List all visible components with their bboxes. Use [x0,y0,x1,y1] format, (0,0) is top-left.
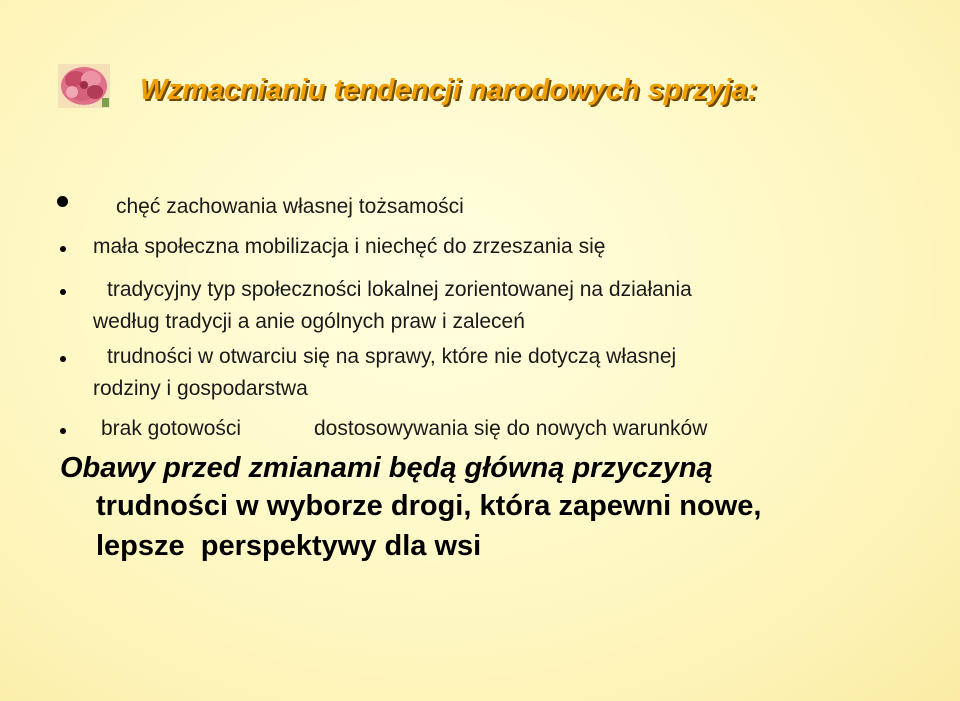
bullet-text-continued: według tradycji a anie ogólnych praw i zaleceń [93,310,525,333]
bullet-text: mała społeczna mobilizacja i niechęć do zrzeszania się [93,235,606,258]
flower-icon [58,64,110,108]
conclusion-heading: Obawy przed zmianami będą główną przyczyną [60,452,713,484]
bullet-marker [60,356,66,362]
slide-title: Wzmacnianiu tendencji narodowych sprzyja: [140,74,758,106]
conclusion-line: lepsze perspektywy dla wsi [96,530,482,562]
bullet-text: brak gotowości [101,417,242,440]
bullet-text-continued: rodziny i gospodarstwa [93,377,308,400]
bullet-marker [60,428,66,434]
bullet-text: dostosowywania się do nowych warunków [314,417,708,440]
bullet-text: chęć zachowania własnej tożsamości [116,195,464,218]
bullet-marker [60,246,66,252]
conclusion-line: trudności w wyborze drogi, która zapewni nowe, [96,490,762,522]
bullet-marker [57,196,68,207]
bullet-text: tradycyjny typ społeczności lokalnej zorientowanej na działania [107,278,692,301]
bullet-marker [60,289,66,295]
bullet-text: trudności w otwarciu się na sprawy, które nie dotyczą własnej [107,345,677,368]
